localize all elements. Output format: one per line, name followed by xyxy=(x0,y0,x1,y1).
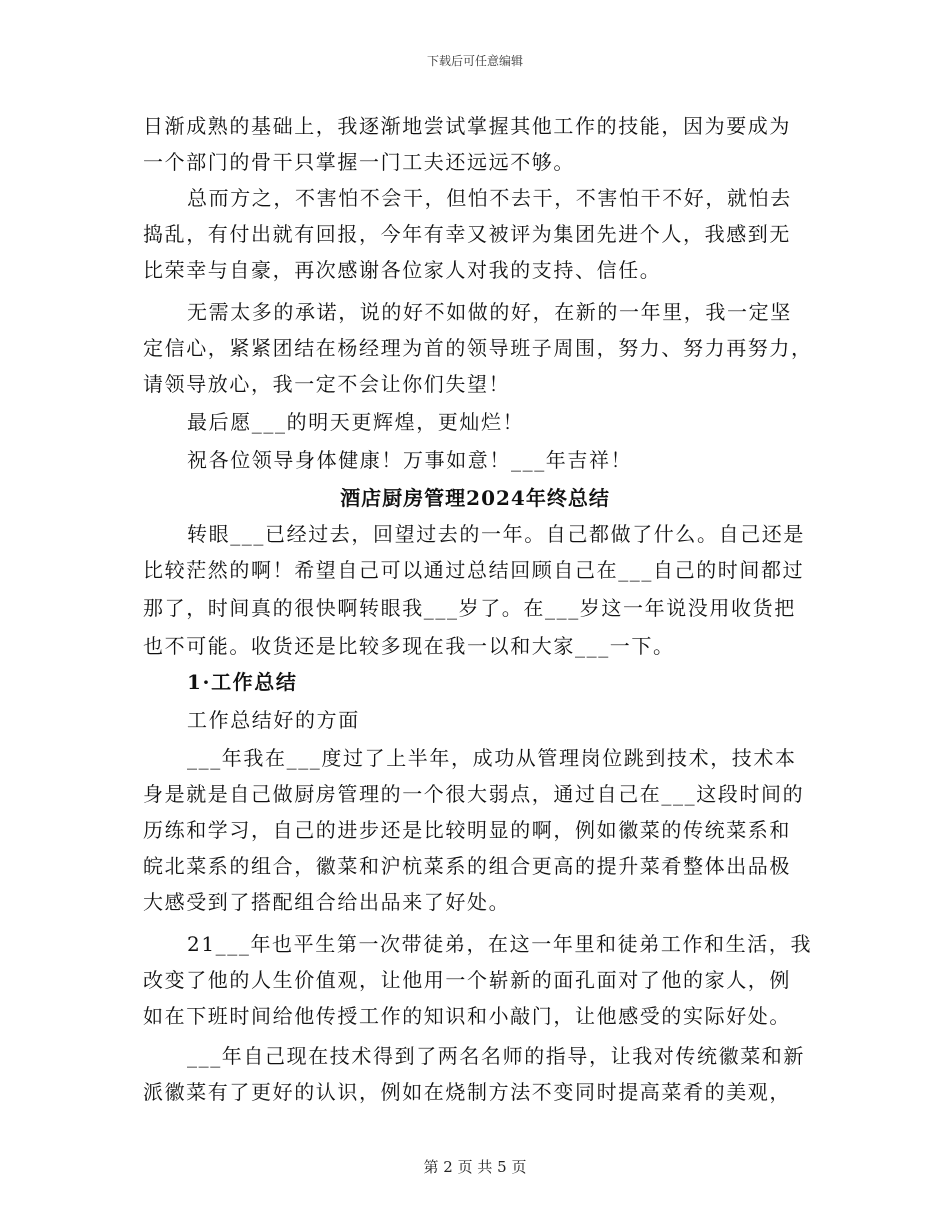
section-title: 酒店厨房管理2024年终总结 xyxy=(340,486,610,510)
subsection-heading: 1·工作总结 xyxy=(187,670,298,694)
paragraph-line: 日渐成熟的基础上，我逐渐地尝试掌握其他工作的技能，因为要成为 xyxy=(143,114,791,138)
paragraph-line: 比荣幸与自豪，再次感谢各位家人对我的支持、信任。 xyxy=(143,258,662,282)
paragraph-line: 定信心，紧紧团结在杨经理为首的领导班子周围，努力、努力再努力， xyxy=(143,336,813,360)
page-number: 第 2 页 共 5 页 xyxy=(423,1158,527,1176)
paragraph-line: 请领导放心，我一定不会让你们失望！ xyxy=(143,372,511,396)
paragraph-line: ___年我在___度过了上半年，成功从管理岗位跳到技术，技术本 xyxy=(187,746,797,770)
paragraph-line: 如在下班时间给他传授工作的知识和小敲门，让他感受的实际好处。 xyxy=(143,1004,791,1028)
paragraph-line: 那了，时间真的很快啊转眼我___岁了。在___岁这一年说没用收货把 xyxy=(143,596,796,620)
paragraph-line: 派徽菜有了更好的认识，例如在烧制方法不变同时提高菜肴的美观， xyxy=(143,1080,791,1104)
paragraph-line: 一个部门的骨干只掌握一门工夫还远远不够。 xyxy=(143,150,575,174)
paragraph-line: 21___年也平生第一次带徒弟，在这一年里和徒弟工作和生活，我 xyxy=(187,932,813,956)
paragraph-line: 大感受到了搭配组合给出品来了好处。 xyxy=(143,890,511,914)
paragraph-line: 历练和学习，自己的进步还是比较明显的啊，例如徽菜的传统菜系和 xyxy=(143,818,791,842)
subsection-subheading: 工作总结好的方面 xyxy=(187,708,360,732)
paragraph-line: 身是就是自己做厨房管理的一个很大弱点，通过自己在___这段时间的 xyxy=(143,782,805,806)
paragraph-line: 比较茫然的啊！希望自己可以通过总结回顾自己在___自己的时间都过 xyxy=(143,558,805,582)
paragraph-line: 总而方之，不害怕不会干，但怕不去干，不害怕干不好，就怕去 xyxy=(187,186,792,210)
paragraph-line: ___年自己现在技术得到了两名名师的指导，让我对传统徽菜和新 xyxy=(187,1044,805,1068)
page-header-note: 下载后可任意编辑 xyxy=(426,54,523,68)
paragraph-line: 改变了他的人生价值观，让他用一个崭新的面孔面对了他的家人，例 xyxy=(143,968,791,992)
paragraph-line: 祝各位领导身体健康！万事如意！___年吉祥！ xyxy=(187,448,633,472)
paragraph-line: 无需太多的承诺，说的好不如做的好，在新的一年里，我一定坚 xyxy=(187,300,792,324)
paragraph-line: 最后愿___的明天更辉煌，更灿烂！ xyxy=(187,410,525,434)
paragraph-line: 捣乱，有付出就有回报，今年有幸又被评为集团先进个人，我感到无 xyxy=(143,222,791,246)
paragraph-line: 转眼___已经过去，回望过去的一年。自己都做了什么。自己还是 xyxy=(187,522,805,546)
paragraph-line: 也不可能。收货还是比较多现在我一以和大家___一下。 xyxy=(143,634,675,658)
paragraph-line: 皖北菜系的组合，徽菜和沪杭菜系的组合更高的提升菜肴整体出品极 xyxy=(143,854,791,878)
